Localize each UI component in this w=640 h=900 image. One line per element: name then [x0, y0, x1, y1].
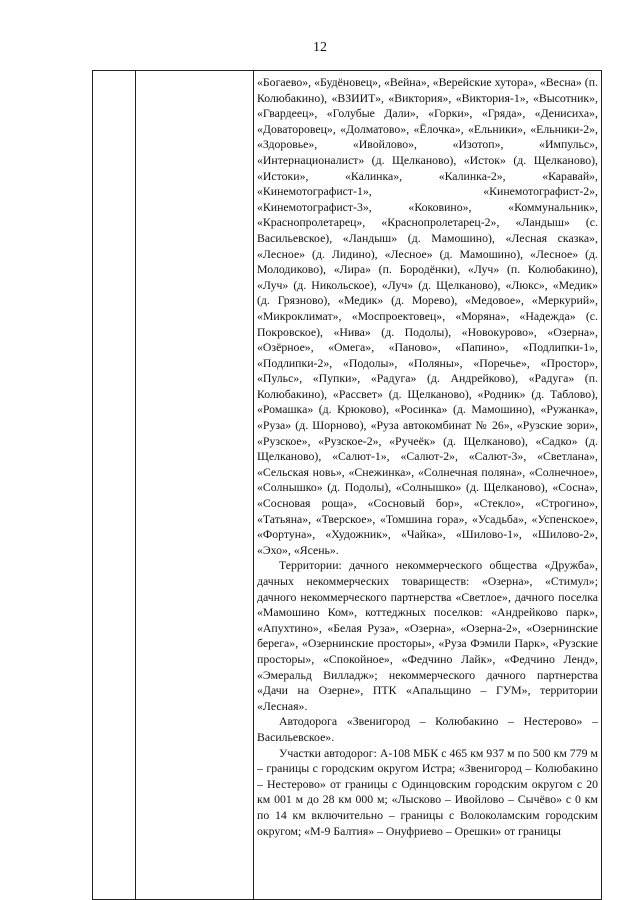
road-sections-paragraph: Участки автодорог: А-108 МБК с 465 км 937 м по 500 км 779 м – границы с городским округом Истра; «Звенигород – Колюбакино – Нестерово» от границы с Одинцовским городским округом с 20 км 001 м до 28 км 000 м; «Лысково – Ивойлово – Сычёво» с 0 км по 14 км включительно – границы с Волоколамским городским округом; «М-9 Балтия» – Онуфриево – Орешки» от границы [257, 745, 598, 838]
table-text-cell [257, 75, 598, 839]
document-table [92, 70, 602, 900]
table-column-divider-2 [253, 71, 254, 899]
settlements-list-paragraph: «Богаево», «Будёновец», «Вейна», «Верейские хутора», «Весна» (п. Колюбакино), «ВЗИИТ», «Виктория», «Виктория-1», «Высотник», «Гвардеец», «Голубые Дали», «Горки», «Гряда», «Денисиха», «Доваторовец», «Долматово», «Ёлочка», «Ельники», «Ельники-2», «Здоровье», «Ивойлово», «Изотоп», «Импульс», «Интернационалист» (д. Щелканово), «Исток» (д. Щелканово), «Истоки», «Калинка», «Калинка-2», «Каравай», «Кинемотографист-1», «Кинемотографист-2», «Кинемотографист-3», «Коковино», «Коммунальник», «Краснопролетарец», «Краснопролетарец-2», «Ландыш» (с. Васильевское), «Ландыш» (д. Мамошино), «Лесная сказка», «Лесное» (д. Лидино), «Лесное» (д. Мамошино), «Лесное» (д. Молодиково), «Лира» (п. Бородёнки), «Луч» (п. Колюбакино), «Луч» (д. Никольское), «Луч» (д. Щелканово), «Люкс», «Медик» (д. Грязново), «Медик» (д. Морево), «Медовое», «Меркурий», «Микроклимат», «Моспроектовец», «Моряна», «Надежда» (с. Покровское), «Нива» (д. Подолы), «Новокурово», «Озерна», «Озёрное», «Омега», «Паново», «Папино», «Подлипки-1», «Подлипки-2», «Подолы», «Поляны», «Поречье», «Простор», «Пульс», «Пупки», «Радуга» (д. Андрейково), «Радуга» (п. Колюбакино), «Рассвет» (д. Щелканово), «Родник» (д. Таблово), «Ромашка» (д. Крюково), «Росинка» (д. Мамошино), «Ружанка», «Руза» (д. Шорново), «Руза автокомбинат № 26», «Рузские зори», «Рузское», «Рузское-2», «Ручеёк» (д. Щелканово), «Садко» (д. Щелканово), «Салют-1», «Салют-2», «Салют-3», «Светлана», «Сельская новь», «Снежинка», «Солнечная поляна», «Солнечное», «Солнышко» (д. Подолы), «Солнышко» (д. Щелканово), «Сосна», «Сосновая роща», «Сосновый бор», «Стекло», «Строгино», «Татьяна», «Тверское», «Томшина гора», «Усадьба», «Успенское», «Фортуна», «Художник», «Чайка», «Шилово-1», «Шилово-2», «Эхо», «Ясень». [257, 75, 598, 557]
page-number: 12 [313, 40, 327, 55]
highway-paragraph: Автодорога «Звенигород – Колюбакино – Нестерово» – Васильевское». [257, 714, 598, 744]
territories-paragraph: Территории: дачного некоммерческого общества «Дружба», дачных некоммерческих товариществ: «Озерна», «Стимул»; дачного некоммерческого партнерства «Светлое», дачного поселка «Мамошино Ком», коттеджных поселков: «Андрейково парк», «Апухтино», «Белая Руза», «Озерна», «Озерна-2», «Озернинские берега», «Озернинские просторы», «Руза Фэмили Парк», «Рузские просторы», «Спокойное», «Федчино Лайк», «Федчино Ленд», «Эмеральд Вилладж»; некоммерческого дачного партнерства «Дачи на Озерне», ПТК «Апальщино – ГУМ», территории «Лесная». [257, 558, 598, 713]
table-column-divider-1 [135, 71, 136, 899]
